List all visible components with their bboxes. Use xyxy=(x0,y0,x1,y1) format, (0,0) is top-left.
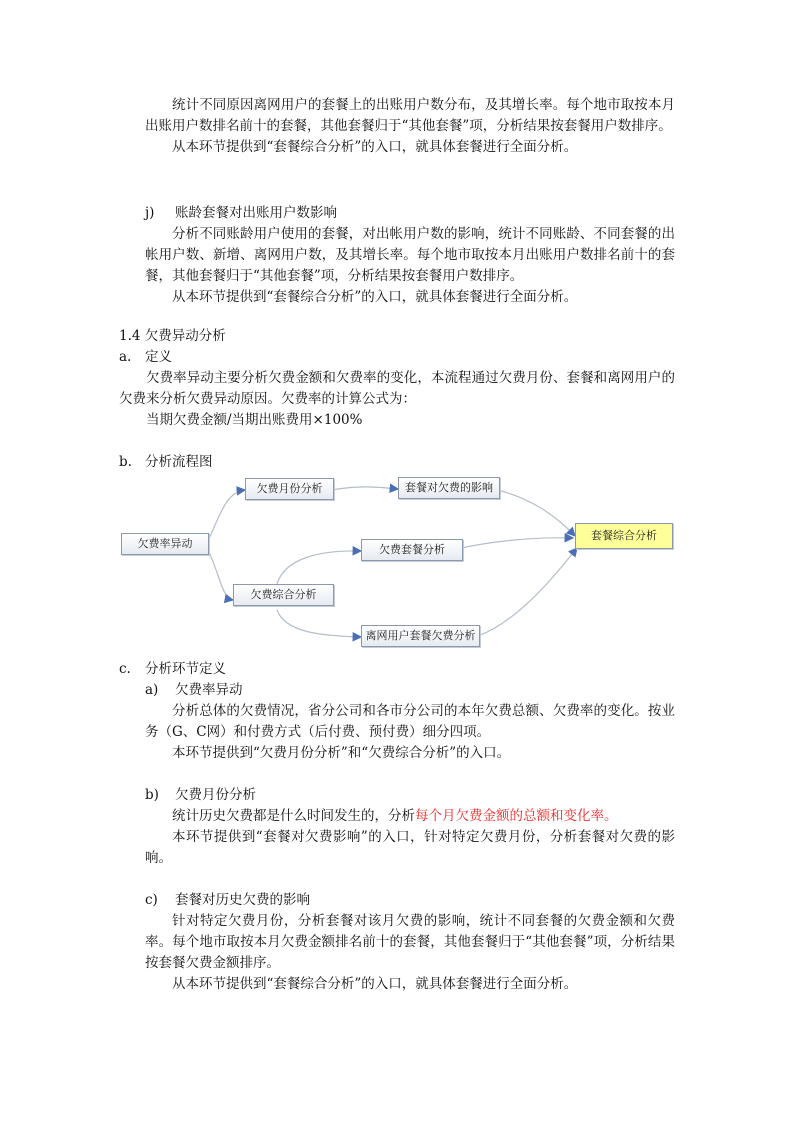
segment-c-heading xyxy=(145,890,675,911)
segment-a-block xyxy=(145,680,675,995)
arrow-start-to-month xyxy=(208,490,245,541)
node-start: 欠费率异动 xyxy=(121,533,209,555)
section-number: 1.4 xyxy=(119,328,141,344)
segment-b-highlight: 每个月欠费金额的总额和变化率。 xyxy=(415,808,618,824)
arrow-month-to-impact xyxy=(332,487,398,490)
definition-paragraph: 欠费率异动主要分析欠费金额和欠费率的变化，本流程通过欠费月份、套餐和离网用户的欠费来分析欠费异动原因。欠费率的计算公式为： xyxy=(119,370,675,407)
node-package: 欠费套餐分析 xyxy=(361,539,463,561)
segment-c-title: 套餐对历史欠费的影响 xyxy=(175,892,310,908)
segment-title: 分析环节定义 xyxy=(145,661,226,677)
item-j-paragraph-2: 从本环节提供到“套餐综合分析”的入口，就具体套餐进行全面分析。 xyxy=(172,289,578,305)
arrow-start-to-composite xyxy=(208,550,233,600)
segment-a-heading xyxy=(145,680,675,701)
formula: 当期欠费金额/当期出账费用×100% xyxy=(146,412,363,428)
node-final: 套餐综合分析 xyxy=(575,523,673,549)
node-offnet: 离网用户套餐欠费分析 xyxy=(361,625,480,647)
arrow-impact-to-final xyxy=(498,490,575,536)
segment-a-paragraph-2: 本环节提供到“欠费月份分析”和“欠费综合分析”的入口。 xyxy=(172,745,511,761)
node-composite: 欠费综合分析 xyxy=(233,584,334,606)
node-month: 欠费月份分析 xyxy=(245,478,334,500)
arrow-offnet-to-final xyxy=(478,548,577,636)
arrow-composite-to-offnet xyxy=(277,610,361,637)
segment-c-marker: c) xyxy=(145,892,158,908)
segment-b-marker: b) xyxy=(145,787,159,803)
segment-a-paragraph-1: 分析总体的欠费情况，省分公司和各市分公司的本年欠费总额、欠费率的变化。按业务（G、C网）和付费方式（后付费、预付费）细分四项。 xyxy=(145,703,675,740)
segment-c-paragraph-2: 从本环节提供到“套餐综合分析”的入口，就具体套餐进行全面分析。 xyxy=(172,976,578,992)
segment-b-heading xyxy=(145,785,675,806)
segment-a-marker: a) xyxy=(145,682,159,698)
item-j-paragraph-1: 分析不同账龄用户使用的套餐，对出帐用户数的影响，统计不同账龄、不同套餐的出帐用户数、新增、离网用户数，及其增长率。每个地市取按本月出账用户数排名前十的套餐，其他套餐归于“其他套餐”项，分析结果按套餐用户数排序。 xyxy=(145,226,675,284)
intro-paragraph-1: 统计不同原因离网用户的套餐上的出账用户数分布，及其增长率。每个地市取按本月出账用户数排名前十的套餐，其他套餐归于“其他套餐”项，分析结果按套餐用户数排序。 xyxy=(145,97,675,134)
segment-c-paragraph-1: 针对特定欠费月份，分析套餐对该月欠费的影响，统计不同套餐的欠费金额和欠费率。每个地市取按本月欠费金额排名前十的套餐，其他套餐归于“其他套餐”项，分析结果按套餐欠费金额排序。 xyxy=(145,913,675,971)
definition-title: 定义 xyxy=(145,349,172,365)
segment-heading xyxy=(119,659,226,680)
segment-b-text: 统计历史欠费都是什么时间发生的，分析 xyxy=(172,808,415,824)
item-j-marker: j) xyxy=(145,205,155,221)
arrow-composite-to-pkg xyxy=(277,551,361,584)
section-title: 欠费异动分析 xyxy=(144,328,226,344)
item-j-title: 账龄套餐对出账用户数影响 xyxy=(175,205,337,221)
flow-marker: b. xyxy=(119,454,132,470)
segment-b-title: 欠费月份分析 xyxy=(175,787,256,803)
segment-b-paragraph-2: 本环节提供到“套餐对欠费影响”的入口，针对特定欠费月份，分析套餐对欠费的影响。 xyxy=(145,829,675,866)
intro-paragraph-2: 从本环节提供到“套餐综合分析”的入口，就具体套餐进行全面分析。 xyxy=(172,139,578,155)
segment-b-paragraph-1 xyxy=(145,806,675,827)
node-package-impact: 套餐对欠费的影响 xyxy=(398,477,500,499)
arrow-pkg-to-final xyxy=(461,538,573,548)
segment-marker: c. xyxy=(119,661,131,677)
definition-marker: a. xyxy=(119,349,132,365)
segment-a-title: 欠费率异动 xyxy=(175,682,243,698)
flow-title: 分析流程图 xyxy=(145,454,213,470)
